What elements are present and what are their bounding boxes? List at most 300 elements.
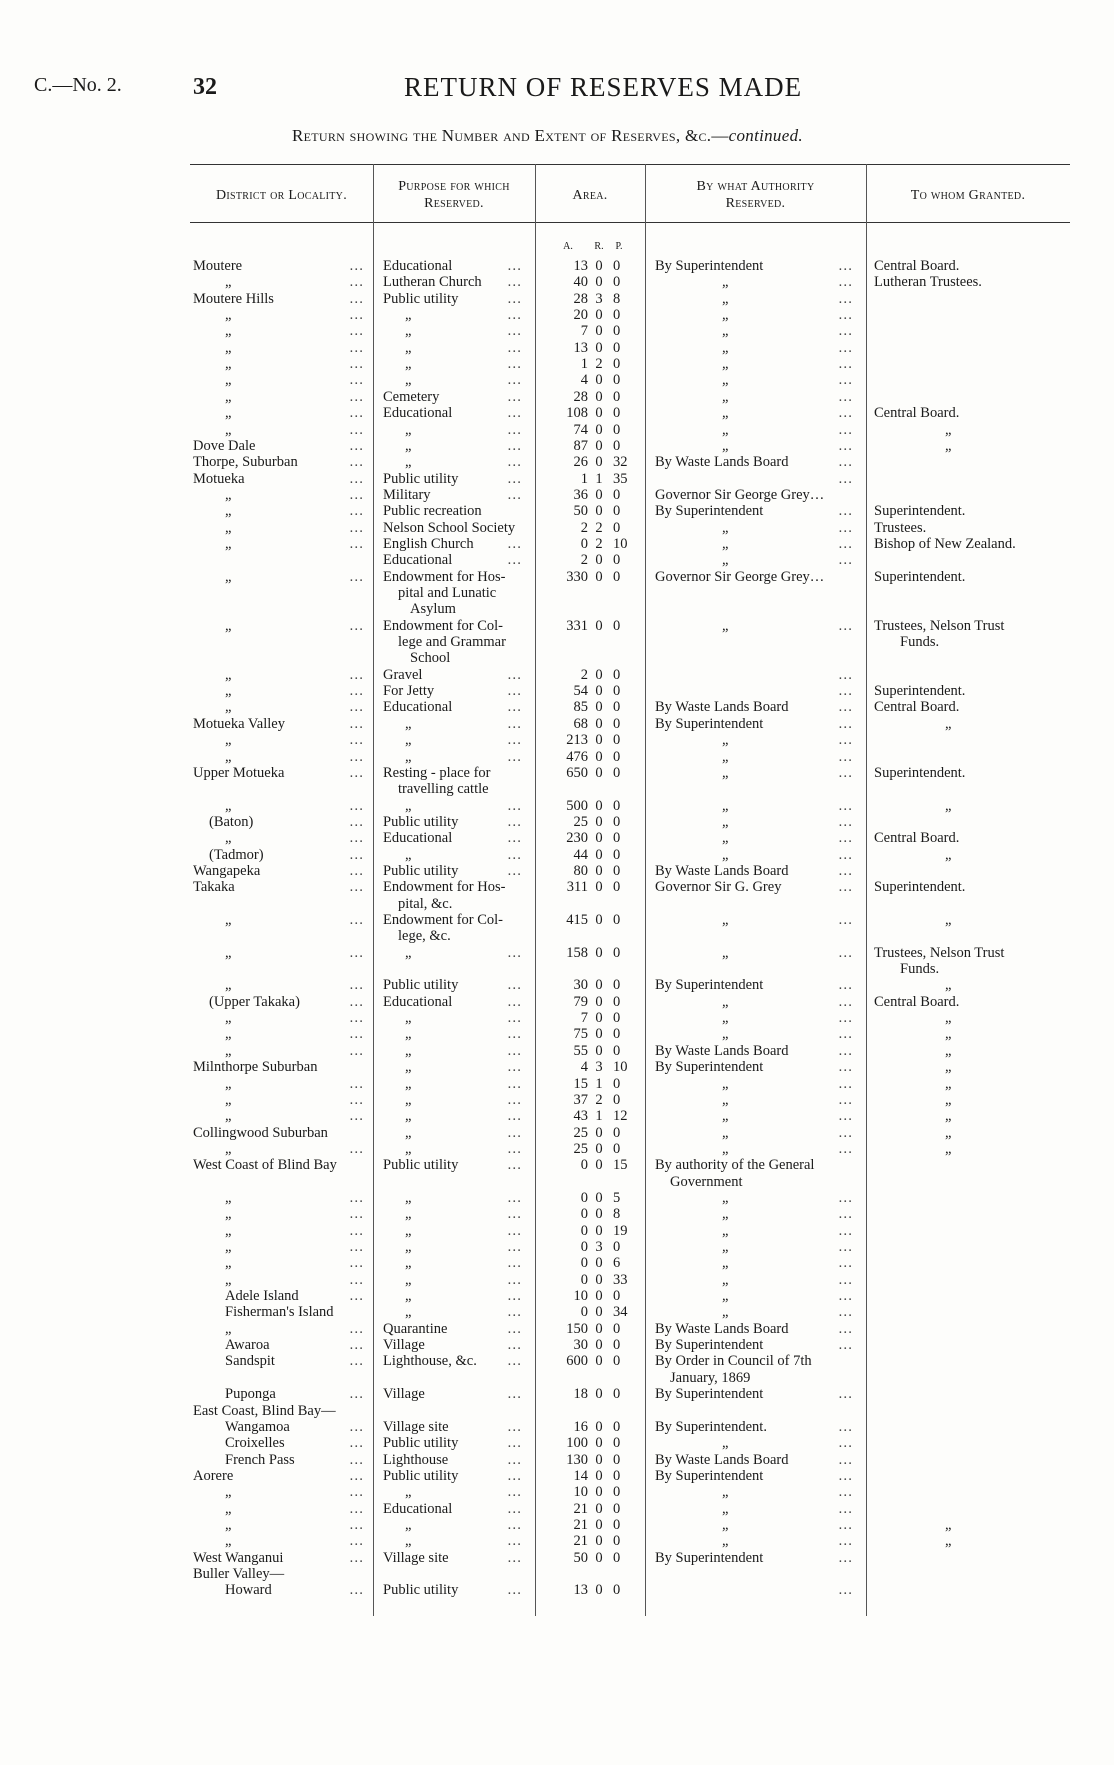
area-perches: 0	[613, 1484, 621, 1501]
document-code: C.—No. 2.	[34, 74, 122, 96]
area-perches: 0	[613, 1239, 621, 1255]
granted-cell: Superintendent.	[874, 879, 966, 896]
table-row	[0, 1517, 1114, 1533]
area-roods: 0	[595, 1337, 603, 1354]
granted-cell: „	[945, 1010, 952, 1027]
granted-cell: „	[945, 421, 952, 438]
purpose-cell: „	[405, 846, 412, 863]
leader-dots: …	[507, 307, 524, 324]
granted-cell: „	[945, 1140, 952, 1157]
area-acres: 330	[566, 568, 588, 585]
district-cell: Awaroa	[225, 1337, 270, 1354]
table-row	[0, 1272, 1114, 1288]
area-perches: 0	[613, 830, 621, 847]
table-row	[0, 1501, 1114, 1517]
area-perches: 10	[613, 1059, 628, 1076]
purpose-cell: Lutheran Church	[383, 274, 482, 291]
area-roods: 0	[595, 1582, 603, 1599]
purpose-cell: Village site	[383, 1549, 449, 1566]
table-row	[0, 863, 1114, 879]
area-perches: 0	[613, 1353, 621, 1370]
area-roods: 0	[595, 258, 603, 274]
area-roods: 0	[595, 993, 603, 1010]
area-acres: 0	[580, 1271, 588, 1288]
authority-cell: „	[722, 405, 729, 422]
leader-dots: …	[507, 1500, 524, 1517]
table-row	[0, 1337, 1114, 1353]
leader-dots: …	[838, 388, 855, 405]
area-roods: 0	[595, 1500, 603, 1517]
authority-cell: „	[722, 1500, 729, 1517]
area-acres: 331	[566, 617, 588, 634]
authority-cell: By authority of the General	[655, 1157, 815, 1174]
area-roods: 0	[595, 1320, 603, 1337]
granted-cell: Trustees.	[874, 519, 927, 536]
table-row	[0, 1435, 1114, 1451]
area-perches: 0	[613, 568, 621, 585]
leader-dots: …	[349, 1533, 366, 1550]
leader-dots: …	[838, 797, 855, 814]
leader-dots: …	[507, 1042, 524, 1059]
district-cell: „	[225, 1010, 232, 1027]
purpose-cell: „	[405, 1140, 412, 1157]
area-roods: 0	[595, 1124, 603, 1141]
leader-dots: …	[507, 699, 524, 716]
area-roods: 0	[595, 617, 603, 634]
authority-cell: „	[722, 372, 729, 389]
area-perches: 0	[613, 1042, 621, 1059]
unit-acres: A.	[563, 241, 573, 252]
purpose-cell: Public utility	[383, 290, 459, 307]
purpose-cell: Endowment for Hos-	[383, 568, 506, 585]
area-roods: 0	[595, 1484, 603, 1501]
leader-dots: …	[507, 1288, 524, 1305]
table-row	[0, 503, 1114, 519]
leader-dots: …	[507, 1467, 524, 1484]
authority-cell-cont: Government	[670, 1173, 743, 1190]
leader-dots: …	[349, 1451, 366, 1468]
area-acres: 25	[573, 813, 588, 830]
leader-dots: …	[349, 274, 366, 291]
area-roods: 0	[595, 1386, 603, 1403]
table-row	[0, 667, 1114, 683]
leader-dots: …	[349, 568, 366, 585]
authority-cell: By Superintendent	[655, 1467, 764, 1484]
purpose-cell: „	[405, 421, 412, 438]
district-cell: Croixelles	[225, 1435, 285, 1452]
authority-cell: „	[722, 813, 729, 830]
authority-cell: „	[722, 1435, 729, 1452]
area-acres: 13	[573, 339, 588, 356]
table-row	[0, 1026, 1114, 1042]
leader-dots: …	[838, 748, 855, 765]
table-row	[0, 552, 1114, 568]
area-acres: 54	[573, 683, 588, 700]
area-perches: 0	[613, 1140, 621, 1157]
leader-dots: …	[838, 1288, 855, 1305]
district-cell: Sandspit	[225, 1353, 275, 1370]
area-roods: 0	[595, 1435, 603, 1452]
area-perches: 0	[613, 1026, 621, 1043]
purpose-cell: Resting - place for	[383, 764, 491, 781]
district-cell: Motueka Valley	[193, 715, 285, 732]
district-cell: Motueka	[193, 470, 245, 487]
authority-cell: „	[722, 1010, 729, 1027]
table-row	[0, 814, 1114, 830]
district-cell: West Coast of Blind Bay	[193, 1157, 337, 1174]
area-roods: 0	[595, 912, 603, 928]
table-row	[0, 798, 1114, 814]
leader-dots: …	[838, 1140, 855, 1157]
district-cell: „	[225, 1140, 232, 1157]
granted-cell: „	[945, 977, 952, 994]
leader-dots: …	[349, 1108, 366, 1125]
table-row	[0, 307, 1114, 323]
leader-dots: …	[838, 1239, 855, 1255]
leader-dots: …	[838, 258, 855, 274]
area-perches: 34	[613, 1304, 628, 1321]
table-row	[0, 291, 1114, 307]
purpose-cell: „	[405, 1189, 412, 1206]
area-perches: 0	[613, 715, 621, 732]
area-acres: 16	[573, 1418, 588, 1435]
granted-cell: „	[945, 1533, 952, 1550]
leader-dots: …	[349, 356, 366, 373]
area-perches: 0	[613, 846, 621, 863]
leader-dots: …	[507, 388, 524, 405]
granted-cell: „	[945, 1091, 952, 1108]
area-acres: 28	[573, 290, 588, 307]
area-acres: 10	[573, 1484, 588, 1501]
leader-dots: …	[507, 666, 524, 683]
district-cell: „	[225, 1075, 232, 1092]
purpose-cell: „	[405, 1059, 412, 1076]
leader-dots: …	[349, 1042, 366, 1059]
district-cell: „	[225, 944, 232, 961]
leader-dots: …	[349, 339, 366, 356]
table-row	[0, 454, 1114, 470]
granted-cell: „	[945, 846, 952, 863]
leader-dots: …	[507, 1386, 524, 1403]
leader-dots: …	[507, 1435, 524, 1452]
purpose-cell: Public utility	[383, 1467, 459, 1484]
district-cell: Dove Dale	[193, 437, 256, 454]
purpose-cell: Educational	[383, 552, 453, 569]
table-row	[0, 1125, 1114, 1141]
area-roods: 0	[595, 454, 603, 471]
table-row	[0, 1043, 1114, 1059]
unit-perches: P.	[615, 241, 623, 252]
leader-dots: …	[349, 503, 366, 520]
leader-dots: …	[507, 862, 524, 879]
authority-cell: Governor Sir George Grey…	[655, 486, 825, 503]
purpose-cell: „	[405, 732, 412, 749]
page-title: RETURN OF RESERVES MADE	[404, 72, 803, 102]
leader-dots: …	[349, 405, 366, 422]
district-cell: Wangamoa	[225, 1418, 290, 1435]
leader-dots: …	[507, 1124, 524, 1141]
granted-cell: Central Board.	[874, 993, 960, 1010]
area-acres: 0	[580, 1255, 588, 1272]
leader-dots: …	[349, 1467, 366, 1484]
purpose-cell: „	[405, 944, 412, 961]
authority-cell: By Waste Lands Board	[655, 1320, 789, 1337]
area-acres: 0	[580, 1222, 588, 1239]
table-row	[0, 879, 1114, 912]
area-acres: 0	[580, 1157, 588, 1174]
district-cell: Aorere	[193, 1467, 234, 1484]
area-perches: 0	[613, 977, 621, 994]
leader-dots: …	[507, 1304, 524, 1321]
leader-dots: …	[349, 764, 366, 781]
authority-cell: „	[722, 323, 729, 340]
leader-dots: …	[349, 388, 366, 405]
area-acres: 150	[566, 1320, 588, 1337]
area-acres: 21	[573, 1533, 588, 1550]
area-acres: 50	[573, 503, 588, 520]
district-cell: „	[225, 1239, 232, 1255]
table-row	[0, 1452, 1114, 1468]
area-roods: 0	[595, 1288, 603, 1305]
purpose-cell-cont: School	[410, 650, 451, 667]
area-roods: 0	[595, 1010, 603, 1027]
leader-dots: …	[349, 1500, 366, 1517]
leader-dots: …	[838, 1222, 855, 1239]
table-row	[0, 438, 1114, 454]
purpose-cell: „	[405, 1516, 412, 1533]
area-acres: 80	[573, 862, 588, 879]
table-row	[0, 912, 1114, 945]
table-row	[0, 1533, 1114, 1549]
area-roods: 2	[595, 1091, 603, 1108]
authority-cell: „	[722, 1206, 729, 1223]
leader-dots: …	[349, 1091, 366, 1108]
authority-cell: „	[722, 1484, 729, 1501]
area-perches: 8	[613, 1206, 621, 1223]
area-acres: 21	[573, 1500, 588, 1517]
purpose-cell: „	[405, 454, 412, 471]
district-cell: (Baton)	[209, 813, 254, 830]
leader-dots: …	[507, 1157, 524, 1174]
leader-dots: …	[838, 405, 855, 422]
purpose-cell: Public utility	[383, 813, 459, 830]
area-perches: 35	[613, 470, 628, 487]
leader-dots: …	[838, 912, 855, 928]
area-roods: 0	[595, 1222, 603, 1239]
area-roods: 0	[595, 274, 603, 291]
granted-cell: Superintendent.	[874, 503, 966, 520]
table-row	[0, 569, 1114, 618]
area-roods: 0	[595, 503, 603, 520]
leader-dots: …	[349, 1222, 366, 1239]
purpose-cell: „	[405, 1533, 412, 1550]
table-subtitle	[292, 126, 803, 146]
leader-dots: …	[349, 944, 366, 961]
leader-dots: …	[507, 1271, 524, 1288]
district-cell: „	[225, 797, 232, 814]
authority-cell: „	[722, 797, 729, 814]
authority-cell: By Superintendent	[655, 1059, 764, 1076]
leader-dots: …	[507, 830, 524, 847]
leader-dots: …	[838, 862, 855, 879]
area-perches: 19	[613, 1222, 628, 1239]
purpose-cell: „	[405, 1010, 412, 1027]
district-cell: French Pass	[225, 1451, 295, 1468]
district-cell: „	[225, 666, 232, 683]
authority-cell: „	[722, 1271, 729, 1288]
leader-dots: …	[838, 1549, 855, 1566]
purpose-cell: Village	[383, 1337, 425, 1354]
area-roods: 0	[595, 1157, 603, 1174]
authority-cell: „	[722, 1075, 729, 1092]
leader-dots: …	[349, 1484, 366, 1501]
area-acres: 20	[573, 307, 588, 324]
table-row	[0, 1010, 1114, 1026]
authority-cell: „	[722, 912, 729, 928]
area-acres: 21	[573, 1516, 588, 1533]
leader-dots: …	[838, 1091, 855, 1108]
area-roods: 0	[595, 1533, 603, 1550]
area-perches: 0	[613, 307, 621, 324]
granted-cell: „	[945, 715, 952, 732]
leader-dots: …	[507, 944, 524, 961]
table-row	[0, 618, 1114, 667]
district-cell: „	[225, 388, 232, 405]
district-cell: Takaka	[193, 879, 235, 896]
area-acres: 10	[573, 1288, 588, 1305]
leader-dots: …	[349, 797, 366, 814]
leader-dots: …	[838, 1206, 855, 1223]
purpose-cell: „	[405, 307, 412, 324]
area-acres: 68	[573, 715, 588, 732]
leader-dots: …	[507, 993, 524, 1010]
authority-cell: By Superintendent	[655, 715, 764, 732]
leader-dots: …	[349, 323, 366, 340]
purpose-cell: „	[405, 1222, 412, 1239]
column-header-area: Area.	[572, 187, 608, 203]
authority-cell: „	[722, 1288, 729, 1305]
leader-dots: …	[838, 1189, 855, 1206]
leader-dots: …	[838, 944, 855, 961]
table-row	[0, 258, 1114, 274]
area-perches: 0	[613, 356, 621, 373]
leader-dots: …	[838, 617, 855, 634]
purpose-cell-cont: pital, &c.	[398, 895, 453, 912]
leader-dots: …	[507, 405, 524, 422]
area-perches: 0	[613, 258, 621, 274]
authority-cell: „	[722, 274, 729, 291]
leader-dots: …	[838, 1255, 855, 1272]
authority-cell: By Order in Council of 7th	[655, 1353, 812, 1370]
district-cell: „	[225, 323, 232, 340]
district-cell: „	[225, 1320, 232, 1337]
header-rule-top	[190, 164, 1070, 165]
area-roods: 1	[595, 1075, 603, 1092]
area-perches: 0	[613, 944, 621, 961]
area-acres: 37	[573, 1091, 588, 1108]
leader-dots: …	[838, 683, 855, 700]
area-acres: 30	[573, 1337, 588, 1354]
authority-cell: „	[722, 748, 729, 765]
authority-cell: By Waste Lands Board	[655, 1042, 789, 1059]
leader-dots: …	[838, 1435, 855, 1452]
leader-dots: …	[507, 813, 524, 830]
authority-cell: „	[722, 519, 729, 536]
purpose-cell: Quarantine	[383, 1320, 448, 1337]
area-acres: 1	[580, 470, 588, 487]
granted-cell: Central Board.	[874, 699, 960, 716]
area-perches: 0	[613, 388, 621, 405]
leader-dots: …	[838, 993, 855, 1010]
leader-dots: …	[349, 879, 366, 896]
district-cell: „	[225, 274, 232, 291]
purpose-cell: Endowment for Hos-	[383, 879, 506, 896]
leader-dots: …	[349, 1337, 366, 1354]
leader-dots: …	[349, 813, 366, 830]
leader-dots: …	[838, 470, 855, 487]
authority-cell: „	[722, 830, 729, 847]
area-acres: 28	[573, 388, 588, 405]
area-perches: 0	[613, 1451, 621, 1468]
purpose-cell: Educational	[383, 699, 453, 716]
authority-cell: „	[722, 1108, 729, 1125]
area-acres: 44	[573, 846, 588, 863]
purpose-cell: Public recreation	[383, 503, 482, 520]
purpose-cell: Cemetery	[383, 388, 440, 405]
leader-dots: …	[507, 977, 524, 994]
granted-cell: Bishop of New Zealand.	[874, 535, 1016, 552]
authority-cell: By Superintendent	[655, 1337, 764, 1354]
area-perches: 33	[613, 1271, 628, 1288]
purpose-cell: „	[405, 1484, 412, 1501]
granted-cell-cont: Funds.	[900, 961, 940, 978]
leader-dots: …	[507, 454, 524, 471]
area-roods: 3	[595, 1059, 603, 1076]
leader-dots: …	[838, 1386, 855, 1403]
leader-dots: …	[838, 699, 855, 716]
area-roods: 0	[595, 1206, 603, 1223]
table-row	[0, 1419, 1114, 1435]
authority-cell: „	[722, 1222, 729, 1239]
district-cell: „	[225, 339, 232, 356]
leader-dots: …	[838, 1108, 855, 1125]
table-row	[0, 1076, 1114, 1092]
area-acres: 7	[580, 1010, 588, 1027]
leader-dots: …	[838, 764, 855, 781]
district-cell: „	[225, 912, 232, 928]
leader-dots: …	[507, 1222, 524, 1239]
purpose-cell: Endowment for Col-	[383, 912, 504, 928]
area-perches: 0	[613, 1010, 621, 1027]
table-row	[0, 1321, 1114, 1337]
leader-dots: …	[507, 356, 524, 373]
authority-cell: „	[722, 421, 729, 438]
leader-dots: …	[838, 437, 855, 454]
area-acres: 1	[580, 356, 588, 373]
purpose-cell: Gravel	[383, 666, 423, 683]
area-acres: 158	[566, 944, 588, 961]
leader-dots: …	[349, 1075, 366, 1092]
purpose-cell-cont: lege and Grammar	[398, 634, 506, 651]
authority-cell: Governor Sir G. Grey	[655, 879, 782, 896]
area-acres: 26	[573, 454, 588, 471]
area-roods: 0	[595, 1042, 603, 1059]
leader-dots: …	[838, 1026, 855, 1043]
area-roods: 2	[595, 356, 603, 373]
area-acres: 7	[580, 323, 588, 340]
leader-dots: …	[838, 323, 855, 340]
area-roods: 0	[595, 683, 603, 700]
